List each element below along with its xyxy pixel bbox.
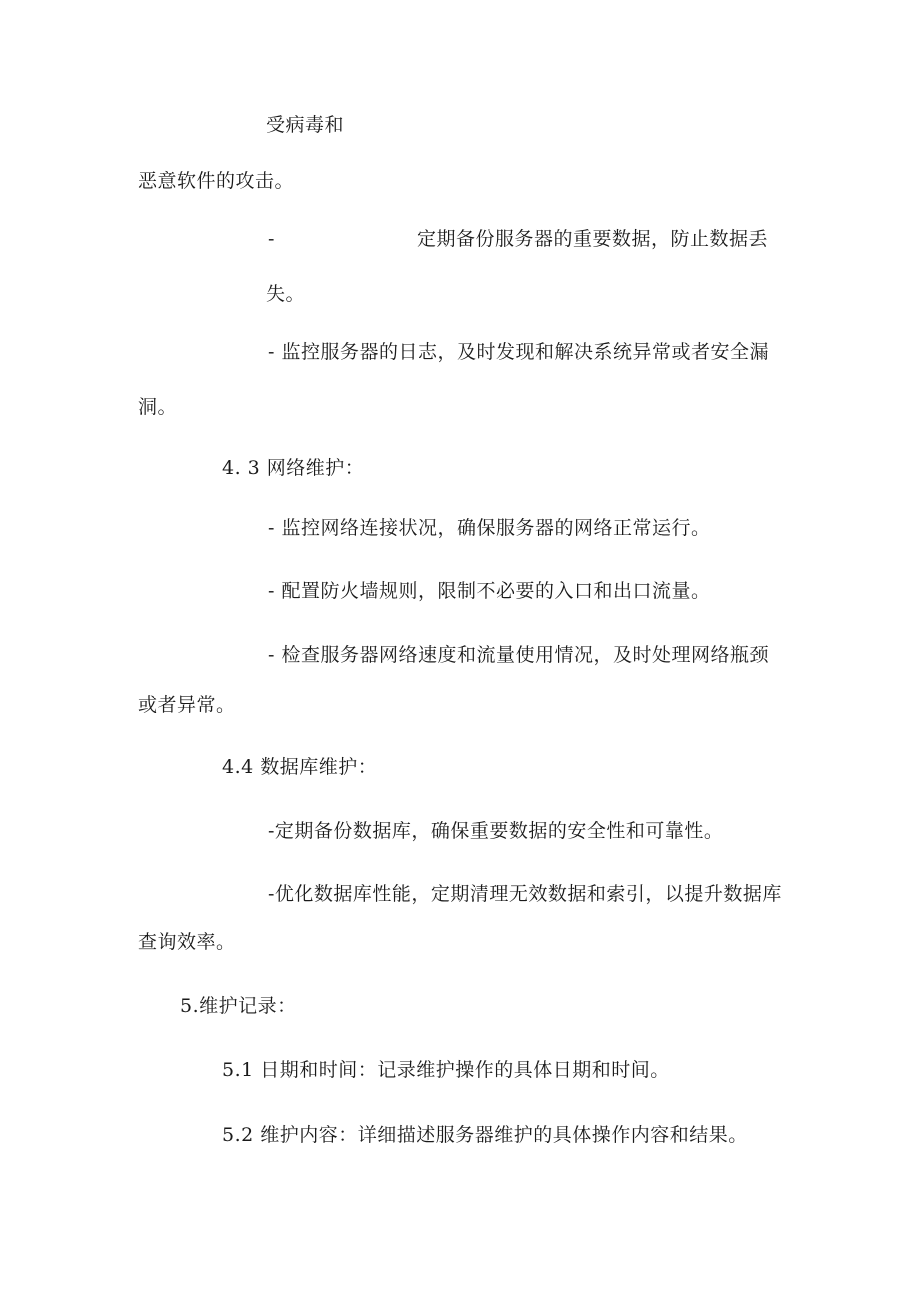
list-item: - 监控网络连接状况，确保服务器的网络正常运行。 [268,517,711,539]
text-line: 或者异常。 [138,694,236,716]
text-line: 失。 [266,283,306,305]
text-line: 定期备份服务器的重要数据，防止数据丢 [417,228,769,250]
text-line: 查询效率。 [138,931,236,953]
text-line: 洞。 [138,396,178,418]
list-item: -优化数据库性能，定期清理无效数据和索引，以提升数据库 [268,883,782,905]
text-line: 受病毒和 [266,114,345,136]
list-item: -定期备份数据库，确保重要数据的安全性和可靠性。 [268,820,724,842]
section-heading: 4. 3 网络维护： [222,457,365,479]
list-item: - 配置防火墙规则，限制不必要的入口和出口流量。 [268,580,711,602]
list-item: 5.2 维护内容：详细描述服务器维护的具体操作内容和结果。 [222,1124,748,1146]
list-item: - 监控服务器的日志，及时发现和解决系统异常或者安全漏 [268,341,769,363]
section-heading: 4.4 数据库维护： [222,756,378,778]
list-item: - 检查服务器网络速度和流量使用情况，及时处理网络瓶颈 [268,644,769,666]
text-line: 恶意软件的攻击。 [138,170,295,192]
list-dash: - [268,228,275,250]
list-item: 5.1 日期和时间：记录维护操作的具体日期和时间。 [222,1059,670,1081]
section-heading: 5.维护记录： [180,995,297,1017]
